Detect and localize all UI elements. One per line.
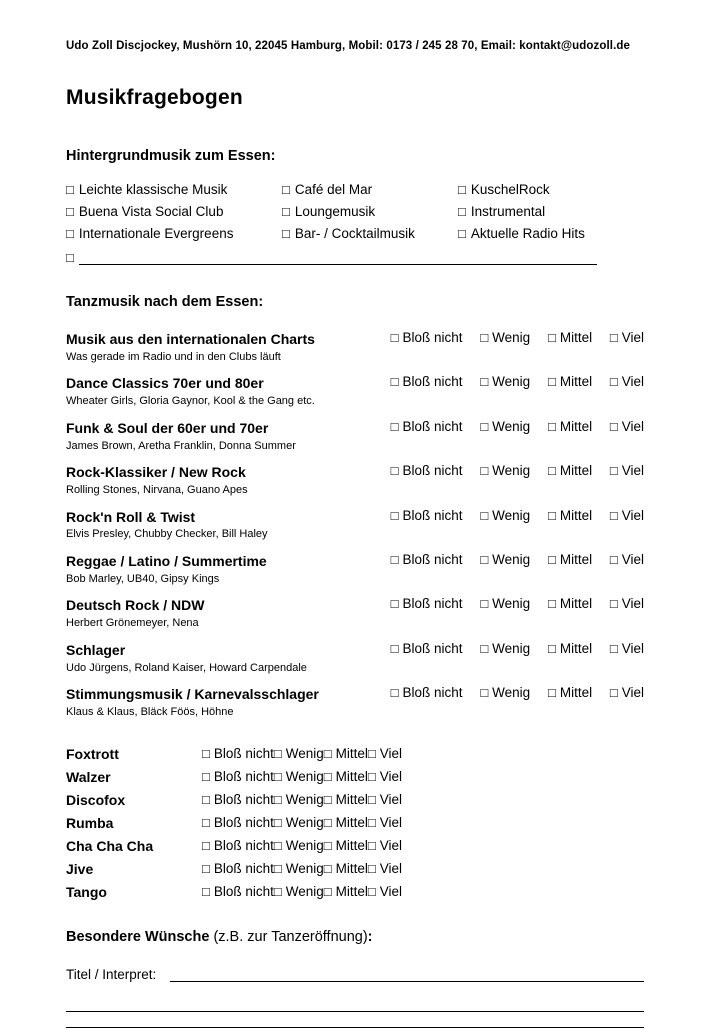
rating-label: Bloß nicht [402,551,463,567]
checkbox-icon[interactable]: □ [273,860,282,876]
rating-label: Mittel [335,745,368,761]
rating-label: Viel [621,685,644,701]
checkbox-icon[interactable]: □ [609,685,618,701]
rating-option-mittel[interactable] [324,746,368,769]
rating-option-wenig[interactable] [274,769,324,792]
checkbox-icon[interactable]: □ [547,330,556,345]
table-row [66,815,402,838]
rating-label: Mittel [559,418,593,434]
rating-label: Wenig [285,883,324,899]
checkbox-icon[interactable]: □ [609,551,618,567]
rating-option-mittel[interactable] [548,641,592,656]
rating-option-viel[interactable] [610,330,644,345]
checkbox-icon[interactable]: □ [367,791,376,807]
rating-option-wenig[interactable] [480,641,530,656]
genre-examples: Elvis Presley, Chubby Checker, Bill Haley [66,528,268,541]
checkbox-icon[interactable]: □ [367,768,376,784]
rating-option-viel[interactable] [368,838,402,861]
checkbox-icon[interactable]: □ [480,330,489,345]
rating-label: Viel [379,860,403,876]
table-row [66,552,644,596]
checkbox-icon[interactable]: □ [609,596,618,612]
rating-option-viel[interactable] [610,508,644,523]
checkbox-icon[interactable]: □ [202,814,210,830]
rating-option-wenig[interactable] [480,330,530,345]
checkbox-buena-vista-social-club[interactable] [66,204,282,226]
checkbox-icon[interactable]: □ [609,418,618,434]
checkbox-icon[interactable]: □ [480,551,489,567]
rating-label: Wenig [285,814,324,830]
rating-label: Bloß nicht [402,596,463,612]
table-row [66,884,402,907]
option-label: Café del Mar [294,182,373,197]
rating-label: Viel [621,418,644,434]
checkbox-icon[interactable]: □ [609,507,618,523]
rating-option-viel[interactable] [610,419,644,434]
rating-label: Viel [621,640,644,656]
genre-name: Funk & Soul der 60er und 70er [66,419,269,436]
rating-label: Viel [621,374,644,390]
checkbox-icon[interactable]: □ [273,768,282,784]
table-row [66,226,644,248]
rating-option-bloss-nicht[interactable] [202,746,274,769]
checkbox-icon[interactable]: □ [273,814,282,830]
table-row [66,419,644,463]
checkbox-icon[interactable]: □ [547,551,556,567]
checkbox-icon[interactable]: □ [390,640,399,656]
checkbox-icon[interactable]: □ [273,883,282,899]
rating-label: Bloß nicht [402,374,463,390]
table-row [66,838,402,861]
rating-option-wenig[interactable] [274,815,324,838]
checkbox-icon[interactable]: □ [282,182,290,197]
checkbox-icon[interactable]: □ [390,463,399,479]
wishes-line-2[interactable] [66,996,644,1012]
rating-label: Viel [621,596,644,612]
rating-label: Wenig [492,596,531,612]
checkbox-icon[interactable]: □ [547,374,556,390]
rating-option-mittel[interactable] [548,463,592,478]
rating-label: Viel [621,507,644,523]
table-row [66,596,644,640]
table-row [66,508,644,552]
checkbox-icon[interactable]: □ [480,507,489,523]
checkbox-icon[interactable]: □ [323,837,332,853]
rating-option-wenig[interactable] [274,838,324,861]
option-label: Buena Vista Social Club [78,204,224,219]
rating-option-wenig[interactable] [480,374,530,389]
checkbox-icon[interactable]: □ [323,745,332,761]
option-label: Leichte klassische Musik [78,182,228,197]
checkbox-icon[interactable]: □ [480,374,489,390]
genre-name: Musik aus den internationalen Charts [66,331,315,347]
checkbox-icon[interactable]: □ [66,250,74,265]
checkbox-icon[interactable]: □ [323,860,332,876]
table-row [66,463,644,507]
rating-option-viel[interactable] [368,769,402,792]
rating-label: Mittel [335,814,368,830]
checkbox-loungemusik[interactable] [282,204,458,226]
rating-label: Bloß nicht [402,640,463,656]
table-row [66,792,402,815]
rating-label: Viel [379,768,403,784]
rating-option-mittel[interactable] [548,330,592,345]
rating-label: Mittel [559,374,593,390]
rating-label: Wenig [492,507,531,523]
rating-label: Viel [379,883,403,899]
rating-option-wenig[interactable] [274,884,324,907]
genre-name: Dance Classics 70er und 80er [66,375,264,392]
page-title: Musikfragebogen [66,86,243,109]
option-label: Bar- / Cocktailmusik [294,226,415,241]
rating-label: Mittel [559,551,593,567]
checkbox-icon[interactable]: □ [458,182,466,197]
rating-option-viel[interactable] [368,792,402,815]
table-row [66,769,402,792]
custom-entry-line[interactable] [79,252,597,265]
checkbox-icon[interactable]: □ [202,837,210,853]
checkbox-leichte-klassische-musik[interactable] [66,182,282,204]
dance-name: Walzer [66,768,111,785]
rating-option-wenig[interactable] [274,861,324,884]
option-label: Instrumental [470,204,546,219]
rating-option-wenig[interactable] [274,792,324,815]
option-label: Aktuelle Radio Hits [470,226,585,241]
checkbox-icon[interactable]: □ [323,814,332,830]
checkbox-icon[interactable]: □ [66,182,74,197]
rating-label: Wenig [492,640,531,656]
rating-option-mittel[interactable] [548,685,592,700]
rating-option-bloss-nicht[interactable] [202,792,274,815]
genre-name: Deutsch Rock / NDW [66,597,205,614]
wishes-title-note: (z.B. zur Tanzeröffnung) [209,928,368,945]
rating-label: Viel [621,463,644,479]
checkbox-icon[interactable]: □ [367,860,376,876]
checkbox-icon[interactable]: □ [390,374,399,390]
checkbox-icon[interactable]: □ [367,745,376,761]
option-label: Loungemusik [294,204,376,219]
rating-option-viel[interactable] [368,861,402,884]
rating-label: Bloß nicht [402,330,463,345]
genre-name: Reggae / Latino / Summertime [66,552,267,569]
checkbox-icon[interactable]: □ [202,745,210,761]
genre-examples: Rolling Stones, Nirvana, Guano Apes [66,484,248,497]
rating-option-viel[interactable] [610,374,644,389]
rating-option-mittel[interactable] [548,552,592,567]
rating-option-viel[interactable] [368,884,402,907]
rating-label: Wenig [492,330,531,345]
checkbox-icon[interactable]: □ [282,204,290,219]
checkbox-icon[interactable]: □ [390,330,399,345]
table-row [66,248,644,272]
rating-label: Wenig [285,791,324,807]
genre-rating-table [66,330,644,730]
rating-option-bloss-nicht[interactable] [391,641,463,656]
rating-label: Bloß nicht [213,814,274,830]
rating-option-wenig[interactable] [480,419,530,434]
table-row [66,746,402,769]
rating-option-mittel[interactable] [324,769,368,792]
rating-label: Wenig [492,418,531,434]
rating-option-wenig[interactable] [480,552,530,567]
rating-option-wenig[interactable] [480,685,530,700]
rating-label: Mittel [335,791,368,807]
checkbox-bar-cocktailmusik[interactable] [282,226,458,248]
rating-label: Viel [621,330,644,345]
checkbox-kuschelrock[interactable] [458,182,644,204]
checkbox-icon[interactable]: □ [480,640,489,656]
genre-name: Schlager [66,641,126,658]
rating-label: Wenig [492,551,531,567]
rating-label: Mittel [335,860,368,876]
checkbox-icon[interactable]: □ [609,463,618,479]
checkbox-icon[interactable]: □ [390,507,399,523]
rating-label: Mittel [559,596,593,612]
genre-examples: Udo Jürgens, Roland Kaiser, Howard Carpendale [66,661,307,674]
rating-label: Wenig [492,374,531,390]
rating-option-bloss-nicht[interactable] [391,508,463,523]
rating-option-bloss-nicht[interactable] [391,685,463,700]
rating-label: Mittel [559,463,593,479]
rating-label: Mittel [559,640,593,656]
checkbox-icon[interactable]: □ [202,860,210,876]
checkbox-icon[interactable]: □ [282,226,290,241]
rating-label: Wenig [285,837,324,853]
checkbox-icon[interactable]: □ [273,745,282,761]
checkbox-aktuelle-radio-hits[interactable] [458,226,644,248]
section-title-dance-music: Tanzmusik nach dem Essen: [66,294,264,310]
checkbox-icon[interactable]: □ [547,507,556,523]
rating-option-viel[interactable] [368,815,402,838]
table-row [66,330,644,374]
rating-label: Bloß nicht [213,860,274,876]
rating-option-bloss-nicht[interactable] [391,330,463,345]
checkbox-icon[interactable]: □ [609,330,618,345]
checkbox-icon[interactable]: □ [547,596,556,612]
checkbox-icon[interactable]: □ [202,768,210,784]
wishes-line-3[interactable] [66,1012,644,1028]
rating-option-bloss-nicht[interactable] [391,463,463,478]
rating-option-mittel[interactable] [324,815,368,838]
dance-name: Discofox [66,791,126,808]
rating-label: Bloß nicht [213,791,274,807]
checkbox-icon[interactable]: □ [390,551,399,567]
table-row [66,182,644,204]
section-title-background-music: Hintergrundmusik zum Essen: [66,148,276,164]
checkbox-icon[interactable]: □ [367,837,376,853]
rating-option-bloss-nicht[interactable] [202,815,274,838]
checkbox-icon[interactable]: □ [367,814,376,830]
checkbox-icon[interactable]: □ [547,463,556,479]
genre-name: Rock-Klassiker / New Rock [66,464,246,481]
option-label: Internationale Evergreens [78,226,234,241]
genre-examples: Wheater Girls, Gloria Gaynor, Kool & the Gang etc. [66,395,315,408]
rating-label: Mittel [559,330,593,345]
rating-option-mittel[interactable] [324,884,368,907]
rating-label: Viel [379,814,403,830]
rating-option-bloss-nicht[interactable] [202,769,274,792]
rating-label: Bloß nicht [213,837,274,853]
rating-option-bloss-nicht[interactable] [202,884,274,907]
rating-option-mittel[interactable] [324,792,368,815]
rating-option-viel[interactable] [610,552,644,567]
rating-option-mittel[interactable] [548,508,592,523]
rating-option-mittel[interactable] [548,419,592,434]
contact-header: Udo Zoll Discjockey, Mushörn 10, 22045 Hamburg, Mobil: 0173 / 245 28 70, Email: kontakt@udozoll.de [66,40,631,52]
rating-option-wenig[interactable] [480,596,530,611]
genre-examples: James Brown, Aretha Franklin, Donna Summer [66,439,296,452]
checkbox-icon[interactable]: □ [480,685,489,701]
title-interpret-row [66,967,644,982]
rating-label: Mittel [559,685,593,701]
table-row [66,374,644,418]
rating-option-bloss-nicht[interactable] [202,861,274,884]
dance-name: Foxtrott [66,745,119,762]
genre-examples: Klaus & Klaus, Bläck Föös, Höhne [66,706,234,719]
title-interpret-input[interactable] [170,968,644,982]
genre-examples: Was gerade im Radio und in den Clubs läuft [66,350,281,363]
wishes-title-bold: Besondere Wünsche [66,928,210,945]
rating-option-viel[interactable] [610,685,644,700]
document-content [66,40,644,1028]
rating-label: Bloß nicht [213,883,274,899]
rating-option-wenig[interactable] [274,746,324,769]
rating-label: Bloß nicht [402,507,463,523]
rating-label: Bloß nicht [213,745,274,761]
rating-label: Viel [379,745,403,761]
checkbox-instrumental[interactable] [458,204,644,226]
checkbox-icon[interactable]: □ [66,226,74,241]
checkbox-icon[interactable]: □ [323,768,332,784]
rating-label: Mittel [335,768,368,784]
checkbox-icon[interactable]: □ [480,463,489,479]
rating-option-bloss-nicht[interactable] [391,552,463,567]
rating-label: Viel [621,551,644,567]
checkbox-cafe-del-mar[interactable] [282,182,458,204]
rating-label: Wenig [285,860,324,876]
rating-option-bloss-nicht[interactable] [391,374,463,389]
rating-option-wenig[interactable] [480,508,530,523]
rating-label: Wenig [285,745,324,761]
genre-name: Stimmungsmusik / Karnevalsschlager [66,686,319,703]
rating-label: Wenig [285,768,324,784]
checkbox-icon[interactable]: □ [458,226,466,241]
checkbox-icon[interactable]: □ [202,883,210,899]
rating-label: Mittel [559,507,593,523]
checkbox-icon[interactable]: □ [547,685,556,701]
dance-name: Rumba [66,814,114,831]
rating-label: Viel [379,837,403,853]
checkbox-icon[interactable]: □ [547,418,556,434]
rating-option-viel[interactable] [610,641,644,656]
checkbox-icon[interactable]: □ [609,374,618,390]
genre-examples: Bob Marley, UB40, Gipsy Kings [66,572,220,585]
rating-label: Wenig [492,463,531,479]
rating-option-mittel[interactable] [324,838,368,861]
checkbox-custom-entry[interactable] [66,248,644,272]
checkbox-icon[interactable]: □ [323,791,332,807]
dance-styles-table [66,746,402,907]
dance-name: Tango [66,883,107,900]
dance-name: Cha Cha Cha [66,837,154,854]
rating-option-bloss-nicht[interactable] [391,419,463,434]
genre-examples: Herbert Grönemeyer, Nena [66,617,199,630]
checkbox-icon[interactable]: □ [609,640,618,656]
checkbox-icon[interactable]: □ [390,685,399,701]
table-row [66,641,644,685]
wishes-title-colon: : [367,928,373,945]
rating-label: Bloß nicht [402,418,463,434]
rating-label: Mittel [335,883,368,899]
rating-option-viel[interactable] [610,596,644,611]
dance-name: Jive [66,860,94,877]
rating-option-bloss-nicht[interactable] [202,838,274,861]
checkbox-icon[interactable]: □ [273,837,282,853]
rating-option-viel[interactable] [368,746,402,769]
table-row [66,685,644,729]
option-label: KuschelRock [470,182,550,197]
rating-label: Wenig [492,685,531,701]
checkbox-icon[interactable]: □ [480,596,489,612]
checkbox-icon[interactable]: □ [480,418,489,434]
rating-label: Viel [379,791,403,807]
checkbox-icon[interactable]: □ [202,791,210,807]
genre-name: Rock'n Roll & Twist [66,508,196,525]
rating-label: Mittel [335,837,368,853]
rating-label: Bloß nicht [402,685,463,701]
table-row [66,204,644,226]
rating-option-viel[interactable] [610,463,644,478]
checkbox-icon[interactable]: □ [458,204,466,219]
rating-option-mittel[interactable] [548,374,592,389]
checkbox-icon[interactable]: □ [66,204,74,219]
rating-option-mittel[interactable] [324,861,368,884]
rating-option-mittel[interactable] [548,596,592,611]
checkbox-icon[interactable]: □ [323,883,332,899]
background-music-options [66,182,644,272]
checkbox-icon[interactable]: □ [390,418,399,434]
table-row [66,861,402,884]
rating-label: Bloß nicht [213,768,274,784]
rating-label: Bloß nicht [402,463,463,479]
section-title-special-wishes [66,929,644,945]
rating-option-wenig[interactable] [480,463,530,478]
checkbox-icon[interactable]: □ [273,791,282,807]
title-interpret-label: Titel / Interpret: [66,966,157,982]
checkbox-icon[interactable]: □ [367,883,376,899]
checkbox-icon[interactable]: □ [390,596,399,612]
rating-option-bloss-nicht[interactable] [391,596,463,611]
checkbox-internationale-evergreens[interactable] [66,226,282,248]
checkbox-icon[interactable]: □ [547,640,556,656]
